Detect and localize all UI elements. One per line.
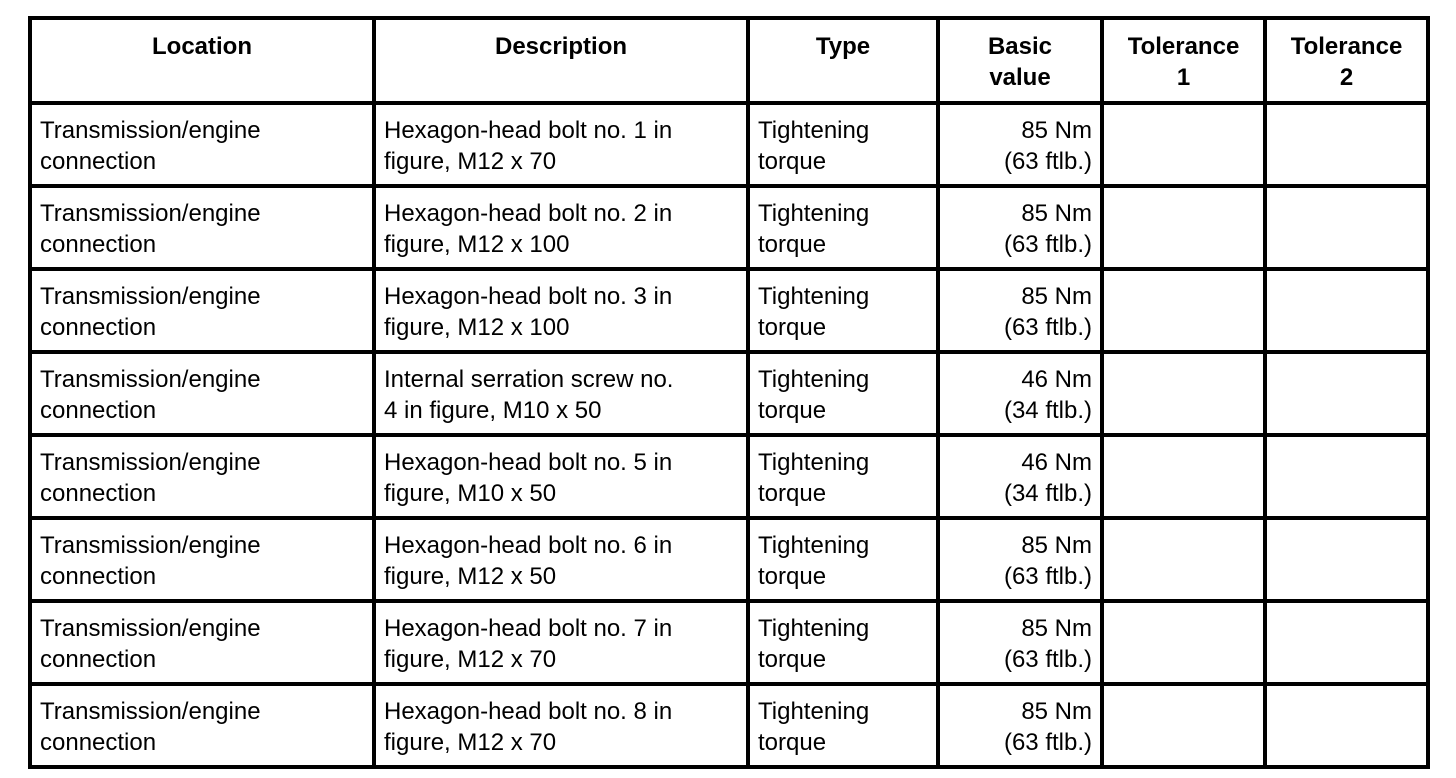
tolerance-1-cell [1102, 269, 1265, 352]
basic-value-cell-line-1: 85 Nm [1021, 532, 1092, 559]
basic-value-cell [938, 435, 1102, 518]
tolerance-2-cell [1265, 103, 1428, 186]
location-cell-line-2: connection [40, 729, 157, 756]
location-cell [30, 684, 374, 767]
type-cell [748, 518, 938, 601]
table-row [30, 435, 1428, 518]
basic-value-cell-line-2: (63 ftlb.) [1003, 148, 1092, 175]
type-cell-line-1: Tightening [758, 449, 870, 476]
header-tolerance-1 [1102, 18, 1265, 103]
location-cell-line-1: Transmission/engine [40, 366, 261, 393]
location-cell [30, 435, 374, 518]
type-cell-line-1: Tightening [758, 615, 870, 642]
tolerance-2-cell [1265, 684, 1428, 767]
description-cell-line-2: figure, M12 x 100 [384, 314, 570, 341]
header-location-label: Location [152, 33, 252, 60]
basic-value-cell [938, 352, 1102, 435]
header-tolerance-1-line-1: Tolerance [1127, 33, 1240, 60]
table-row [30, 103, 1428, 186]
header-location [30, 18, 374, 103]
basic-value-cell-line-1: 46 Nm [1021, 449, 1092, 476]
description-cell-line-1: Hexagon-head bolt no. 6 in [384, 532, 673, 559]
description-cell-line-1: Hexagon-head bolt no. 2 in [384, 200, 673, 227]
description-cell [374, 435, 748, 518]
header-description [374, 18, 748, 103]
type-cell-line-2: torque [758, 729, 827, 756]
header-row [30, 18, 1428, 103]
header-tolerance-1-line-2: 1 [1176, 64, 1191, 91]
location-cell-line-1: Transmission/engine [40, 449, 261, 476]
location-cell-line-2: connection [40, 646, 157, 673]
description-cell [374, 352, 748, 435]
description-cell-line-1: Hexagon-head bolt no. 7 in [384, 615, 673, 642]
tolerance-2-cell [1265, 435, 1428, 518]
tolerance-1-cell [1102, 435, 1265, 518]
basic-value-cell-line-2: (34 ftlb.) [1003, 397, 1092, 424]
location-cell [30, 103, 374, 186]
header-tolerance-2-line-1: Tolerance [1290, 33, 1403, 60]
basic-value-cell-line-2: (63 ftlb.) [1003, 231, 1092, 258]
basic-value-cell-line-1: 85 Nm [1021, 283, 1092, 310]
header-basic-value-line-1: Basic [987, 33, 1053, 60]
tolerance-2-cell [1265, 601, 1428, 684]
header-tolerance-2-line-2: 2 [1339, 64, 1354, 91]
location-cell-line-2: connection [40, 231, 157, 258]
type-cell [748, 103, 938, 186]
type-cell [748, 601, 938, 684]
location-cell-line-1: Transmission/engine [40, 200, 261, 227]
basic-value-cell-line-1: 85 Nm [1021, 117, 1092, 144]
location-cell [30, 518, 374, 601]
tolerance-2-cell [1265, 352, 1428, 435]
description-cell-line-2: 4 in figure, M10 x 50 [384, 397, 602, 424]
tolerance-1-cell [1102, 103, 1265, 186]
basic-value-cell [938, 684, 1102, 767]
type-cell [748, 435, 938, 518]
type-cell-line-1: Tightening [758, 283, 870, 310]
description-cell [374, 186, 748, 269]
type-cell-line-2: torque [758, 646, 827, 673]
basic-value-cell-line-1: 85 Nm [1021, 615, 1092, 642]
table-row [30, 186, 1428, 269]
type-cell [748, 352, 938, 435]
tolerance-1-cell [1102, 601, 1265, 684]
type-cell-line-2: torque [758, 148, 827, 175]
tolerance-1-cell [1102, 186, 1265, 269]
header-type [748, 18, 938, 103]
location-cell-line-2: connection [40, 480, 157, 507]
type-cell-line-1: Tightening [758, 200, 870, 227]
location-cell [30, 186, 374, 269]
type-cell-line-2: torque [758, 314, 827, 341]
type-cell-line-1: Tightening [758, 698, 870, 725]
basic-value-cell-line-1: 46 Nm [1021, 366, 1092, 393]
type-cell-line-2: torque [758, 397, 827, 424]
description-cell [374, 269, 748, 352]
type-cell-line-1: Tightening [758, 117, 870, 144]
type-cell-line-1: Tightening [758, 532, 870, 559]
description-cell [374, 518, 748, 601]
location-cell [30, 601, 374, 684]
location-cell-line-1: Transmission/engine [40, 615, 261, 642]
tolerance-1-cell [1102, 518, 1265, 601]
tolerance-2-cell [1265, 518, 1428, 601]
location-cell [30, 269, 374, 352]
table-row [30, 601, 1428, 684]
tolerance-1-cell [1102, 352, 1265, 435]
basic-value-cell [938, 518, 1102, 601]
location-cell-line-2: connection [40, 397, 157, 424]
location-cell-line-1: Transmission/engine [40, 532, 261, 559]
basic-value-cell-line-1: 85 Nm [1021, 698, 1092, 725]
location-cell-line-2: connection [40, 563, 157, 590]
tightening-torque-table [28, 16, 1430, 769]
description-cell-line-2: figure, M12 x 70 [384, 148, 557, 175]
description-cell [374, 103, 748, 186]
header-description-label: Description [494, 33, 628, 60]
basic-value-cell-line-2: (63 ftlb.) [1003, 563, 1092, 590]
basic-value-cell-line-2: (63 ftlb.) [1003, 729, 1092, 756]
description-cell-line-2: figure, M10 x 50 [384, 480, 557, 507]
type-cell-line-2: torque [758, 480, 827, 507]
basic-value-cell [938, 186, 1102, 269]
description-cell-line-2: figure, M12 x 70 [384, 729, 557, 756]
header-basic-value [938, 18, 1102, 103]
location-cell-line-1: Transmission/engine [40, 698, 261, 725]
basic-value-cell-line-2: (34 ftlb.) [1003, 480, 1092, 507]
header-tolerance-2 [1265, 18, 1428, 103]
description-cell [374, 601, 748, 684]
type-cell-line-2: torque [758, 231, 827, 258]
type-cell [748, 269, 938, 352]
tolerance-1-cell [1102, 684, 1265, 767]
basic-value-cell [938, 103, 1102, 186]
spec-table-container [28, 16, 1430, 769]
location-cell-line-2: connection [40, 148, 157, 175]
table-row [30, 352, 1428, 435]
basic-value-cell [938, 601, 1102, 684]
description-cell-line-1: Hexagon-head bolt no. 3 in [384, 283, 673, 310]
type-cell-line-2: torque [758, 563, 827, 590]
description-cell-line-1: Hexagon-head bolt no. 5 in [384, 449, 673, 476]
table-row [30, 269, 1428, 352]
table-row [30, 684, 1428, 767]
type-cell [748, 684, 938, 767]
header-basic-value-line-2: value [989, 64, 1051, 91]
description-cell-line-1: Internal serration screw no. [384, 366, 674, 393]
location-cell-line-1: Transmission/engine [40, 283, 261, 310]
table-row [30, 518, 1428, 601]
tolerance-2-cell [1265, 269, 1428, 352]
description-cell-line-1: Hexagon-head bolt no. 8 in [384, 698, 673, 725]
description-cell-line-2: figure, M12 x 100 [384, 231, 570, 258]
basic-value-cell-line-2: (63 ftlb.) [1003, 646, 1092, 673]
type-cell [748, 186, 938, 269]
header-type-label: Type [815, 33, 871, 60]
location-cell [30, 352, 374, 435]
location-cell-line-2: connection [40, 314, 157, 341]
description-cell [374, 684, 748, 767]
tolerance-2-cell [1265, 186, 1428, 269]
description-cell-line-2: figure, M12 x 70 [384, 646, 557, 673]
basic-value-cell-line-1: 85 Nm [1021, 200, 1092, 227]
description-cell-line-2: figure, M12 x 50 [384, 563, 557, 590]
basic-value-cell [938, 269, 1102, 352]
table-body [30, 103, 1428, 767]
location-cell-line-1: Transmission/engine [40, 117, 261, 144]
type-cell-line-1: Tightening [758, 366, 870, 393]
description-cell-line-1: Hexagon-head bolt no. 1 in [384, 117, 673, 144]
basic-value-cell-line-2: (63 ftlb.) [1003, 314, 1092, 341]
